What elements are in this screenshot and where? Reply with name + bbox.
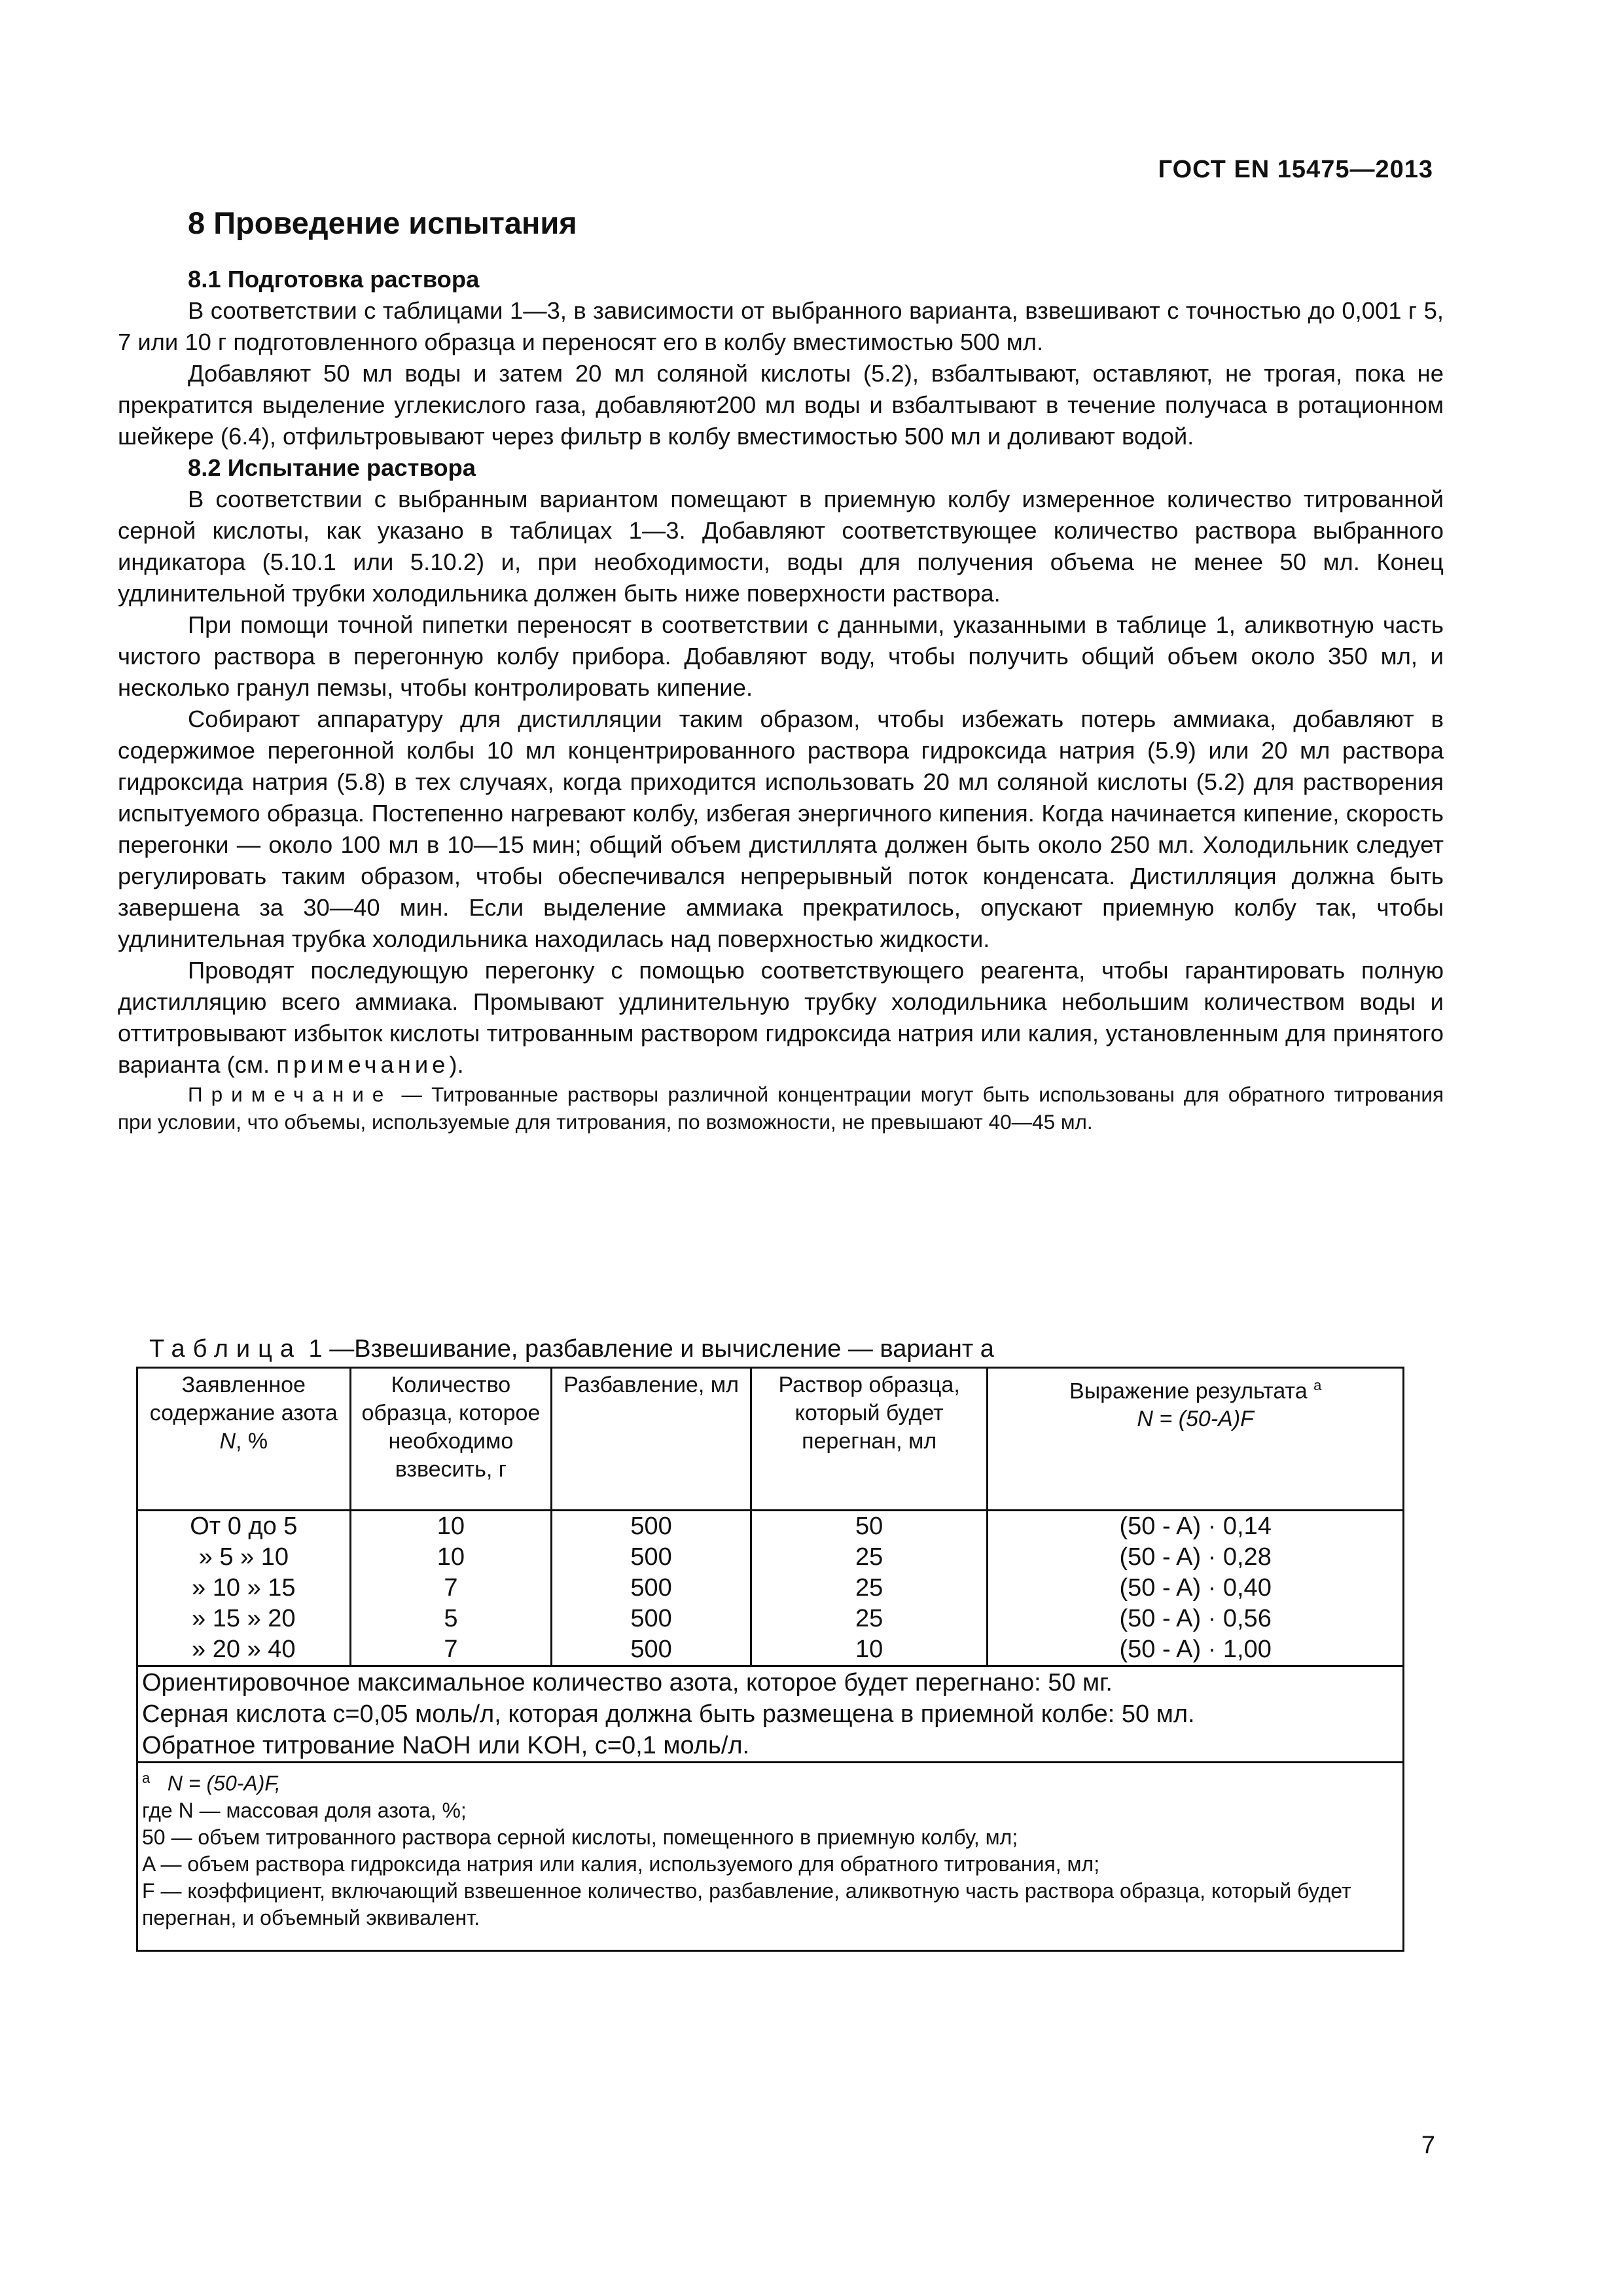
table-notes — [137, 1666, 1404, 1763]
header-text: Выражение результата — [1069, 1378, 1308, 1404]
footnote-line: 50 — объем титрованного раствора серной кислоты, помещенного в приемную колбу, мл; — [142, 1825, 1018, 1849]
table-header-row — [137, 1368, 1404, 1511]
subsection-title-8-2: 8.2 Испытание раствора — [188, 454, 476, 481]
table-footnote — [137, 1763, 1404, 1951]
table-1 — [136, 1367, 1404, 1952]
paragraph-text: Проводят последующую перегонку с помощью соответствующего реагента, чтобы гарантировать полную дистилляцию всего аммиака. Промывают удлинительную трубку холодильника небольшим количеством воды и оттитровывают избыток кислоты титрованным раствором гидроксида натрия или калия, установленным для принятого варианта (см. — [118, 957, 1444, 1078]
header-cell — [137, 1368, 351, 1511]
section-title: 8 Проведение испытания — [188, 206, 577, 240]
table-cell: 10 — [751, 1634, 987, 1666]
table-row — [137, 1634, 1404, 1666]
table-note-line: Обратное титрование NaOH или KOH, c=0,1 моль/л. — [142, 1732, 750, 1759]
table-cell: (50 - A) · 1,00 — [988, 1634, 1404, 1666]
table-cell: 10 — [350, 1542, 552, 1573]
document-code: ГОСТ EN 15475—2013 — [1158, 156, 1433, 183]
table-cell: (50 - A) · 0,28 — [988, 1542, 1404, 1573]
table-cell: 25 — [751, 1542, 987, 1573]
paragraph: При помощи точной пипетки переносят в соответствии с данными, указанными в таблице 1, аликвотную часть чистого раствора в перегонную колбу прибора. Добавляют воду, чтобы получить общий объем около 350 мл, и несколько гранул пемзы, чтобы контролировать кипение. — [118, 611, 1444, 701]
table-cell: 500 — [552, 1542, 751, 1573]
header-cell: Раствор образца, который будет перегнан, мл — [751, 1368, 987, 1511]
table-notes-row — [137, 1666, 1404, 1763]
paragraph — [118, 955, 1444, 1081]
table-cell: 500 — [552, 1511, 751, 1543]
table-cell: 50 — [751, 1511, 987, 1543]
note — [118, 1081, 1444, 1136]
note-text: — Титрованные растворы различной концентрации могут быть использованы для обратного титрования при условии, что объемы, используемые для титрования, по возможности, не превышают 40—45 мл. — [118, 1083, 1444, 1134]
section-body — [118, 264, 1444, 1136]
table-note-line: Серная кислота c=0,05 моль/л, которая должна быть размещена в приемной колбе: 50 мл. — [142, 1700, 1195, 1728]
table-row — [137, 1604, 1404, 1634]
header-cell: Разбавление, мл — [552, 1368, 751, 1511]
paragraph: Собирают аппаратуру для дистилляции таким образом, чтобы избежать потерь аммиака, добавляют в содержимое перегонной колбы 10 мл концентрированного раствора гидроксида натрия (5.9) или 20 мл раствора гидроксида натрия (5.8) в тех случаях, когда приходится использовать 20 мл соляной кислоты (5.2) для растворения испытуемого образца. Постепенно нагревают колбу, избегая энергичного кипения. Когда начинается кипение, скорость перегонки — около 100 мл в 10—15 мин; общий объем дистиллята должен быть около 250 мл. Холодильник следует регулировать таким образом, чтобы обеспечивался непрерывный поток конденсата. Дистилляция должна быть завершена за 30—40 мин. Если выделение аммиака прекратилось, опускают приемную колбу так, чтобы удлинительная трубка холодильника находилась над поверхностью жидкости. — [118, 706, 1444, 952]
page-number: 7 — [1421, 2132, 1435, 2159]
header-cell: Количество образца, которое необходимо взвесить, г — [350, 1368, 552, 1511]
table-cell: (50 - A) · 0,56 — [988, 1604, 1404, 1634]
footnote-mark: a — [1313, 1377, 1322, 1393]
table-cell: 5 — [350, 1604, 552, 1634]
table-cell: » 15 » 20 — [137, 1604, 351, 1634]
footnote-line: где N — массовая доля азота, %; — [142, 1798, 467, 1822]
paragraph-text-end: ). — [449, 1051, 464, 1078]
note-label: Примечание — [188, 1083, 393, 1106]
table-cell: 500 — [552, 1573, 751, 1604]
footnote-line: F — коэффициент, включающий взвешенное количество, разбавление, аликвотную часть раствора образца, который будет перегнан, и объемный эквивалент. — [142, 1878, 1351, 1929]
footnote-line: A — объем раствора гидроксида натрия или калия, используемого для обратного титрования, мл; — [142, 1852, 1100, 1876]
header-text-var: N — [219, 1429, 236, 1454]
table-cell: 25 — [751, 1604, 987, 1634]
table-cell: 7 — [350, 1634, 552, 1666]
paragraph: Добавляют 50 мл воды и затем 20 мл соляной кислоты (5.2), взбалтывают, оставляют, не трогая, пока не прекратится выделение углекислого газа, добавляют200 мл воды и взбалтывают в течение получаса в ротационном шейкере (6.4), отфильтровывают через фильтр в колбу вместимостью 500 мл и доливают водой. — [118, 360, 1444, 450]
footnote-formula-line — [142, 1765, 1399, 1797]
table-cell: » 10 » 15 — [137, 1573, 351, 1604]
table-cell: 7 — [350, 1573, 552, 1604]
table-caption-label: Таблица — [149, 1335, 302, 1363]
table-caption — [149, 1335, 994, 1363]
table-cell: (50 - A) · 0,40 — [988, 1573, 1404, 1604]
table-row — [137, 1573, 1404, 1604]
table-cell: 25 — [751, 1573, 987, 1604]
paragraph: В соответствии с таблицами 1—3, в зависимости от выбранного варианта, взвешивают с точностью до 0,001 г 5, 7 или 10 г подготовленного образца и переносят его в колбу вместимостью 500 мл. — [118, 297, 1444, 355]
footnote-mark: a — [142, 1770, 151, 1786]
table-cell: » 5 » 10 — [137, 1542, 351, 1573]
table-cell: 10 — [350, 1511, 552, 1543]
note-reference: примечание — [276, 1051, 450, 1078]
paragraph: В соответствии с выбранным вариантом помещают в приемную колбу измеренное количество титрованной серной кислоты, как указано в таблицах 1—3. Добавляют соответствующее количество раствора выбранного индикатора (5.10.1 или 5.10.2) и, при необходимости, воды для получения объема не менее 50 мл. Конец удлинительной трубки холодильника должен быть ниже поверхности раствора. — [118, 486, 1444, 607]
table-note-line: Ориентировочное максимальное количество азота, которое будет перегнано: 50 мг. — [142, 1669, 1113, 1696]
table-row — [137, 1511, 1404, 1543]
table-row — [137, 1542, 1404, 1573]
subsection-title-8-1: 8.1 Подготовка раствора — [188, 266, 480, 293]
formula: N = (50-A)F — [1137, 1407, 1254, 1432]
table-cell: 500 — [552, 1604, 751, 1634]
table-caption-text: 1 —Взвешивание, разбавление и вычисление — вариант а — [302, 1335, 994, 1363]
table-footnote-row — [137, 1763, 1404, 1951]
table-cell: » 20 » 40 — [137, 1634, 351, 1666]
table-cell: От 0 до 5 — [137, 1511, 351, 1543]
header-text: Заявленное содержание азота — [149, 1372, 338, 1426]
header-text-unit: , % — [236, 1429, 268, 1454]
table-cell: 500 — [552, 1634, 751, 1666]
footnote-formula: N = (50-A)F, — [167, 1771, 281, 1795]
table-cell: (50 - A) · 0,14 — [988, 1511, 1404, 1543]
header-cell — [988, 1368, 1404, 1511]
